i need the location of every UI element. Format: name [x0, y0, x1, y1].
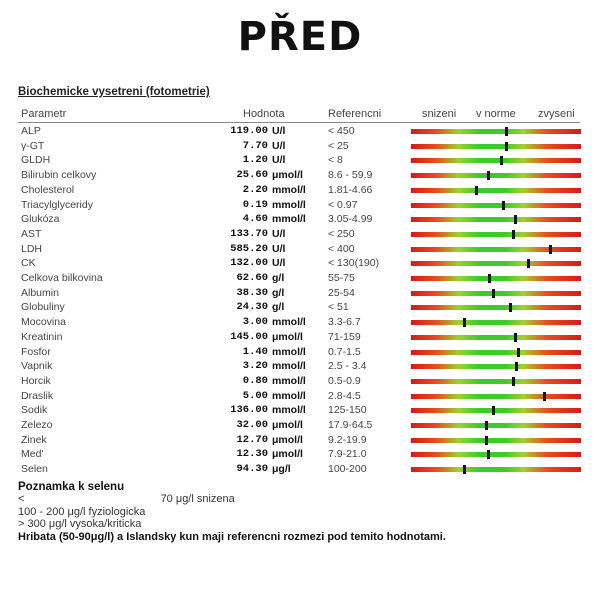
range-bar — [411, 423, 581, 428]
value-marker — [512, 377, 515, 386]
range-bar — [411, 438, 581, 443]
parameter-name: Zelezo — [21, 419, 53, 431]
value-marker — [517, 348, 520, 357]
reference-range: 55-75 — [328, 272, 355, 284]
parameter-name: CK — [21, 257, 36, 270]
header-divider — [18, 122, 580, 123]
table-row — [18, 168, 580, 183]
parameter-value: 136.00 — [230, 404, 268, 417]
note-line-normal: 100 - 200 μg/l fyziologicka — [18, 505, 146, 518]
parameter-value: 585.20 — [230, 242, 268, 255]
parameter-unit: μmol/l — [272, 419, 303, 431]
parameter-value: 12.30 — [236, 448, 268, 461]
range-bar — [411, 158, 581, 163]
column-header-param: Parametr — [21, 108, 67, 120]
column-header-value: Hodnota — [243, 108, 285, 120]
table-row — [18, 183, 580, 198]
parameter-name: Mocovina — [21, 316, 66, 329]
parameter-unit: μmol/l — [272, 448, 303, 461]
value-marker — [543, 392, 546, 401]
table-row — [18, 418, 580, 433]
parameter-name: Globuliny — [21, 301, 65, 314]
range-bar — [411, 232, 581, 237]
parameter-unit: U/l — [272, 154, 286, 167]
parameter-value: 1.40 — [242, 345, 268, 358]
parameter-unit: mmol/l — [272, 213, 306, 226]
range-bar — [411, 320, 581, 325]
parameter-unit: g/l — [272, 272, 285, 284]
parameter-value: 3.20 — [242, 360, 268, 373]
reference-range: < 0.97 — [328, 198, 358, 211]
value-marker — [515, 362, 518, 371]
parameter-unit: mmol/l — [272, 316, 306, 329]
range-bar — [411, 129, 581, 134]
parameter-unit: mmol/l — [272, 198, 306, 211]
value-marker — [485, 421, 488, 430]
parameter-value: 0.19 — [242, 198, 268, 211]
parameter-value: 24.30 — [236, 301, 268, 314]
parameter-unit: μg/l — [272, 463, 291, 476]
table-row — [18, 447, 580, 462]
range-bar — [411, 305, 581, 310]
reference-range: 100-200 — [328, 463, 367, 476]
reference-range: 9.2-19.9 — [328, 433, 367, 446]
parameter-name: Kreatinin — [21, 330, 63, 343]
column-header-high: zvyseni — [538, 108, 575, 120]
parameter-unit: U/l — [272, 242, 286, 255]
parameter-name: Triacylglyceridy — [21, 198, 93, 211]
range-bar — [411, 217, 581, 222]
range-bar — [411, 394, 581, 399]
table-row — [18, 359, 580, 374]
value-marker — [549, 245, 552, 254]
parameter-unit: mmol/l — [272, 360, 306, 373]
table-row — [18, 212, 580, 227]
parameter-value: 94.30 — [236, 463, 268, 476]
range-bar — [411, 203, 581, 208]
range-bar — [411, 276, 581, 281]
parameter-name: Selen — [21, 463, 48, 476]
table-row — [18, 227, 580, 242]
reference-range: < 400 — [328, 242, 355, 255]
selenium-note — [18, 481, 578, 543]
range-bar — [411, 379, 581, 384]
value-marker — [492, 289, 495, 298]
parameter-name: Celkova bilkovina — [21, 272, 103, 284]
value-marker — [463, 318, 466, 327]
value-marker — [527, 259, 530, 268]
reference-range: < 250 — [328, 227, 355, 240]
note-line-low-text: 70 μg/l snizena — [160, 493, 235, 505]
reference-range: 125-150 — [328, 404, 367, 417]
parameter-value: 0.80 — [242, 374, 268, 387]
parameter-value: 7.70 — [242, 139, 268, 152]
value-marker — [463, 465, 466, 474]
reference-range: < 51 — [328, 301, 349, 314]
note-line-horses: Hribata (50-90μg/l) a Islandsky kun maji referencni rozmezi pod temito hodnotami. — [18, 530, 446, 543]
value-marker — [488, 274, 491, 283]
parameter-name: Fosfor — [21, 345, 51, 358]
table-row — [18, 198, 580, 213]
range-bar — [411, 291, 581, 296]
reference-range: 0.7-1.5 — [328, 345, 361, 358]
column-header-low: snizeni — [422, 108, 457, 120]
parameter-name: Glukóza — [21, 213, 60, 226]
parameter-unit: μmol/l — [272, 433, 303, 446]
parameter-unit: g/l — [272, 301, 285, 314]
parameter-value: 12.70 — [236, 433, 268, 446]
parameter-name: AST — [21, 227, 42, 240]
table-row — [18, 153, 580, 168]
reference-range: 3.3-6.7 — [328, 316, 361, 329]
parameter-value: 25.60 — [236, 169, 268, 182]
parameter-value: 3.00 — [242, 316, 268, 329]
reference-range: 1.81-4.66 — [328, 183, 373, 196]
reference-range: 2.5 - 3.4 — [328, 360, 367, 373]
parameter-unit: μmol/l — [272, 169, 303, 182]
table-row — [18, 139, 580, 154]
value-marker — [500, 156, 503, 165]
parameter-name: Horcik — [21, 374, 51, 387]
parameter-name: ALP — [21, 125, 41, 137]
reference-range: 17.9-64.5 — [328, 419, 373, 431]
range-bar — [411, 247, 581, 252]
value-marker — [485, 436, 488, 445]
value-marker — [492, 406, 495, 415]
note-line-high: > 300 μg/l vysoka/kriticka — [18, 518, 142, 530]
range-bar — [411, 144, 581, 149]
note-title: Poznamka k selenu — [18, 481, 125, 493]
reference-range: 3.05-4.99 — [328, 213, 373, 226]
parameter-name: γ-GT — [21, 139, 45, 152]
parameter-name: Med' — [21, 448, 44, 461]
parameter-unit: U/l — [272, 139, 286, 152]
parameter-value: 119.00 — [230, 125, 268, 137]
parameter-unit: μmol/l — [272, 330, 303, 343]
table-row — [18, 242, 580, 257]
parameter-name: Cholesterol — [21, 183, 75, 196]
table-row — [18, 345, 580, 360]
table-row — [18, 124, 580, 139]
reference-range: 25-54 — [328, 286, 355, 299]
table-row — [18, 433, 580, 448]
reference-range: 0.5-0.9 — [328, 374, 361, 387]
range-bar — [411, 364, 581, 369]
value-marker — [505, 127, 508, 136]
value-marker — [514, 215, 517, 224]
range-bar — [411, 335, 581, 340]
value-marker — [505, 142, 508, 151]
table-row — [18, 374, 580, 389]
parameter-value: 2.20 — [242, 183, 268, 196]
parameter-unit: mmol/l — [272, 183, 306, 196]
column-header-ref: Referencni — [328, 108, 382, 120]
parameter-name: Bilirubin celkovy — [21, 169, 97, 182]
reference-range: < 8 — [328, 154, 343, 167]
range-bar — [411, 467, 581, 472]
table-row — [18, 286, 580, 301]
reference-range: 2.8-4.5 — [328, 389, 361, 402]
range-bar — [411, 261, 581, 266]
report-title: Biochemicke vysetreni (fotometrie) — [18, 86, 210, 98]
table-row — [18, 271, 580, 286]
range-bar — [411, 408, 581, 413]
range-bar — [411, 188, 581, 193]
page-heading: PŘED — [237, 14, 363, 60]
column-header-normal: v norme — [476, 108, 516, 120]
parameter-unit: mmol/l — [272, 374, 306, 387]
parameter-unit: mmol/l — [272, 389, 306, 402]
table-row — [18, 300, 580, 315]
parameter-name: Albumin — [21, 286, 59, 299]
parameter-unit: mmol/l — [272, 345, 306, 358]
value-marker — [475, 186, 478, 195]
parameter-name: Sodik — [21, 404, 48, 417]
parameter-value: 1.20 — [242, 154, 268, 167]
parameter-value: 32.00 — [236, 419, 268, 431]
range-bar — [411, 452, 581, 457]
value-marker — [514, 333, 517, 342]
value-marker — [502, 201, 505, 210]
value-marker — [512, 230, 515, 239]
table-row — [18, 403, 580, 418]
reference-range: < 450 — [328, 125, 355, 137]
parameter-unit: U/l — [272, 227, 286, 240]
note-line-low-symbol: < — [18, 493, 25, 505]
parameter-value: 132.00 — [230, 257, 268, 270]
parameter-name: Vapnik — [21, 360, 53, 373]
parameter-unit: U/l — [272, 257, 286, 270]
value-marker — [487, 171, 490, 180]
reference-range: 71-159 — [328, 330, 361, 343]
range-bar — [411, 173, 581, 178]
table-row — [18, 315, 580, 330]
range-bar — [411, 350, 581, 355]
table-row — [18, 389, 580, 404]
parameter-value: 5.00 — [242, 389, 268, 402]
reference-range: < 25 — [328, 139, 349, 152]
table-row — [18, 330, 580, 345]
reference-range: 7.9-21.0 — [328, 448, 367, 461]
value-marker — [509, 303, 512, 312]
value-marker — [487, 450, 490, 459]
parameter-value: 145.00 — [230, 330, 268, 343]
parameter-name: LDH — [21, 242, 43, 255]
parameter-unit: mmol/l — [272, 404, 306, 417]
reference-range: 8.6 - 59.9 — [328, 169, 373, 182]
note-line-low — [18, 493, 578, 506]
parameter-unit: g/l — [272, 286, 285, 299]
parameter-value: 4.60 — [242, 213, 268, 226]
parameter-value: 38.30 — [236, 286, 268, 299]
parameter-name: Draslik — [21, 389, 54, 402]
parameter-name: Zinek — [21, 433, 47, 446]
parameter-value: 133.70 — [230, 227, 268, 240]
parameter-value: 62.60 — [236, 272, 268, 284]
parameter-name: GLDH — [21, 154, 51, 167]
table-row — [18, 256, 580, 271]
table-row — [18, 462, 580, 477]
reference-range: < 130(190) — [328, 257, 380, 270]
parameter-unit: U/l — [272, 125, 286, 137]
